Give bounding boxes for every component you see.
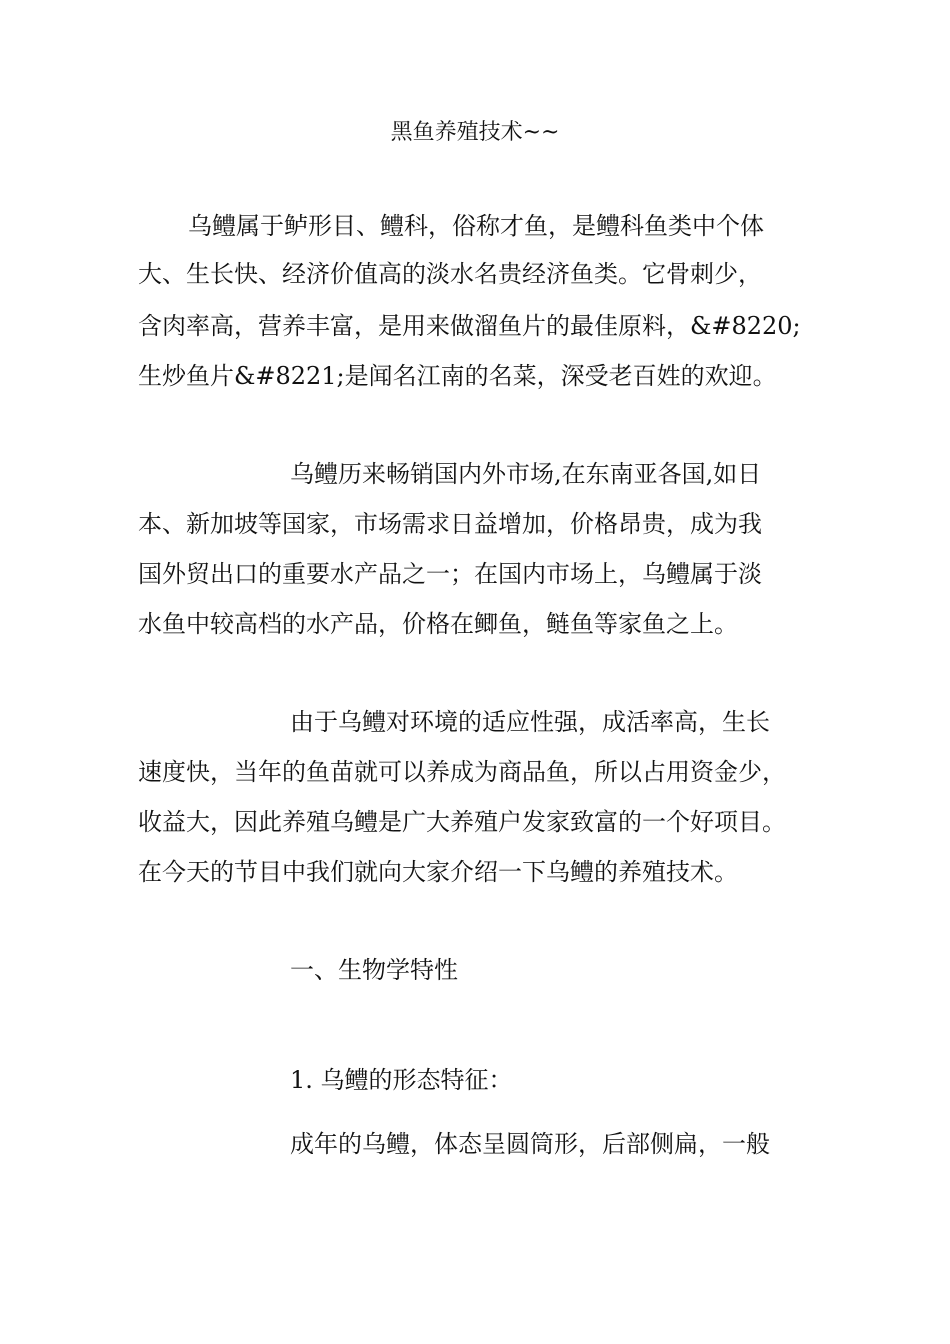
paragraph-2-line-2: 本、新加坡等国家，市场需求日益增加，价格昂贵，成为我 — [138, 510, 762, 538]
paragraph-3-line-3: 收益大，因此养殖乌鳢是广大养殖户发家致富的一个好项目。 — [138, 808, 786, 836]
paragraph-1-line-3: 含肉率高，营养丰富，是用来做溜鱼片的最佳原料，&#8220; — [138, 312, 801, 340]
paragraph-3-line-1: 由于乌鳢对环境的适应性强，成活率高，生长 — [290, 708, 770, 736]
document-title: 黑鱼养殖技术~~ — [390, 120, 560, 145]
paragraph-4-line-1: 成年的乌鳢，体态呈圆筒形，后部侧扁，一般 — [290, 1130, 770, 1158]
paragraph-2-line-1: 乌鳢历来畅销国内外市场,在东南亚各国,如日 — [290, 460, 762, 488]
subsection-heading: 1. 乌鳢的形态特征： — [290, 1066, 513, 1094]
paragraph-3-line-2: 速度快，当年的鱼苗就可以养成为商品鱼，所以占用资金少， — [138, 758, 786, 786]
section-heading: 一、生物学特性 — [290, 956, 458, 984]
paragraph-1-line-4: 生炒鱼片&#8221;是闻名江南的名菜，深受老百姓的欢迎。 — [138, 362, 777, 390]
paragraph-1-line-1: 乌鳢属于鲈形目、鳢科，俗称才鱼，是鳢科鱼类中个体 — [188, 212, 764, 240]
paragraph-1-line-2: 大、生长快、经济价值高的淡水名贵经济鱼类。它骨刺少， — [138, 260, 762, 288]
paragraph-2-line-4: 水鱼中较高档的水产品，价格在鲫鱼，鲢鱼等家鱼之上。 — [138, 610, 738, 638]
paragraph-3-line-4: 在今天的节目中我们就向大家介绍一下乌鳢的养殖技术。 — [138, 858, 738, 886]
paragraph-2-line-3: 国外贸出口的重要水产品之一；在国内市场上，乌鳢属于淡 — [138, 560, 762, 588]
